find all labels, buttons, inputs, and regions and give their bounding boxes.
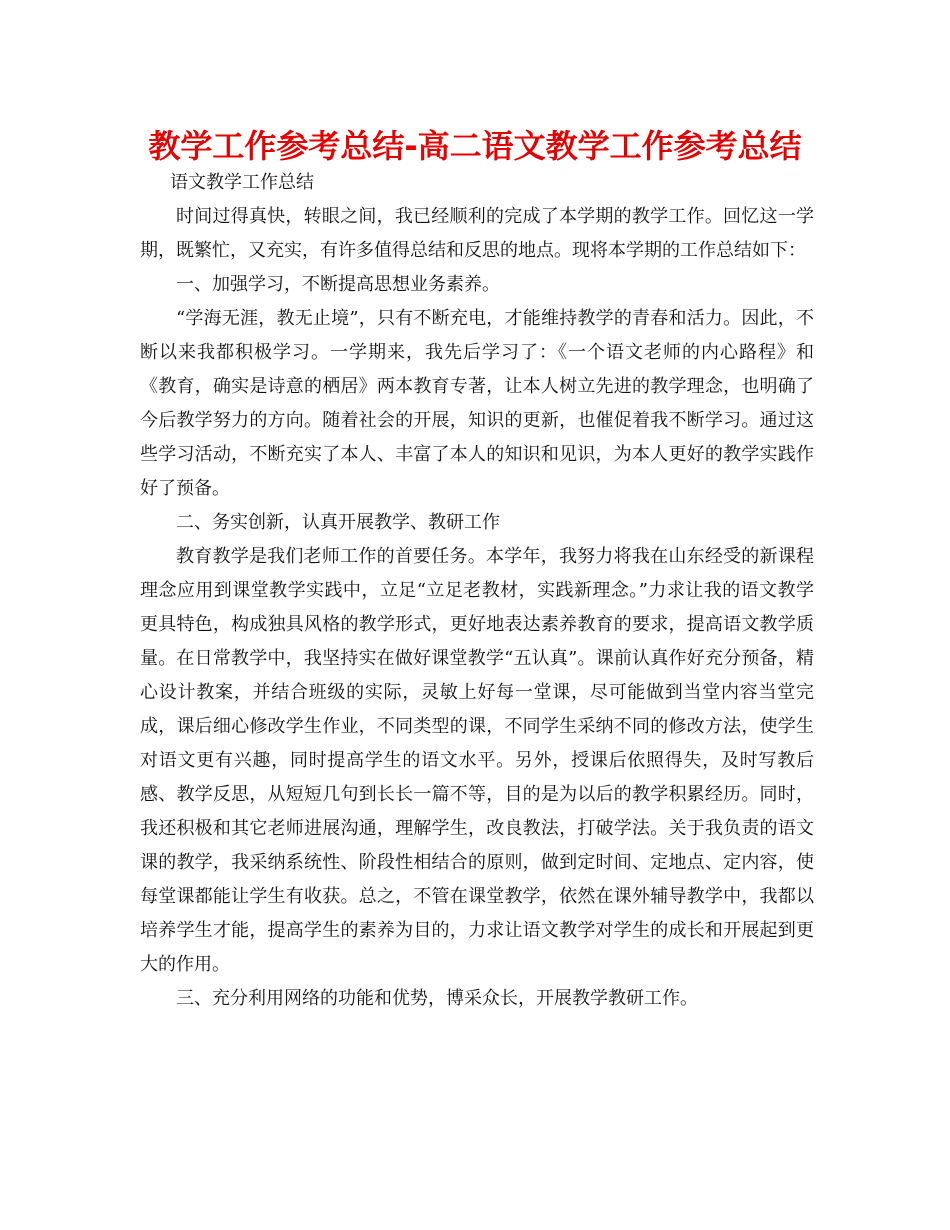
document-title: 教学工作参考总结-高二语文教学工作参考总结: [148, 127, 802, 165]
section-heading-3: 三、充分利用网络的功能和优势，博采众长，开展教学教研工作。: [176, 988, 698, 1009]
document-subtitle: 语文教学工作总结: [170, 172, 314, 193]
paragraph-section-1: “学海无涯，教无止境”，只有不断充电，才能维持教学的青春和活力。因此，不断以来我都积极学习。一学期来，我先后学习了：《一个语文老师的内心路程》和《教育，确实是诗意的栖居》两本教育专著，让本人树立先进的教学理念，也明确了今后教学努力的方向。随着社会的开展，知识的更新，也催促着我不断学习。通过这些学习活动，不断充实了本人、丰富了本人的知识和见识，为本人更好的教学实践作好了预备。: [140, 308, 814, 499]
section-heading-2: 二、务实创新，认真开展教学、教研工作: [176, 512, 500, 533]
document-body: [140, 166, 814, 1016]
paragraph-intro: 时间过得真快，转眼之间，我已经顺利的完成了本学期的教学工作。回忆这一学期，既繁忙，又充实，有许多值得总结和反思的地点。现将本学期的工作总结如下：: [140, 206, 814, 261]
section-heading-1: 一、加强学习，不断提高思想业务素养。: [176, 274, 500, 295]
paragraph-section-2: 教育教学是我们老师工作的首要任务。本学年，我努力将我在山东经受的新课程理念应用到课堂教学实践中，立足“立足老教材，实践新理念。”力求让我的语文教学更具特色，构成独具风格的教学形式，更好地表达素养教育的要求，提高语文教学质量。在日常教学中，我坚持实在做好课堂教学“五认真”。课前认真作好充分预备，精心设计教案，并结合班级的实际，灵敏上好每一堂课，尽可能做到当堂内容当堂完成，课后细心修改学生作业，不同类型的课，不同学生采纳不同的修改方法，使学生对语文更有兴趣，同时提高学生的语文水平。另外，授课后依照得失，及时写教后感、教学反思，从短短几句到长长一篇不等，目的是为以后的教学积累经历。同时，我还积极和其它老师进展沟通，理解学生，改良教法，打破学法。关于我负责的语文课的教学，我采纳系统性、阶段性相结合的原则，做到定时间、定地点、定内容，使每堂课都能让学生有收获。总之，不管在课堂教学，依然在课外辅导教学中，我都以培养学生才能，提高学生的素养为目的，力求让语文教学对学生的成长和开展起到更大的作用。: [140, 546, 814, 975]
